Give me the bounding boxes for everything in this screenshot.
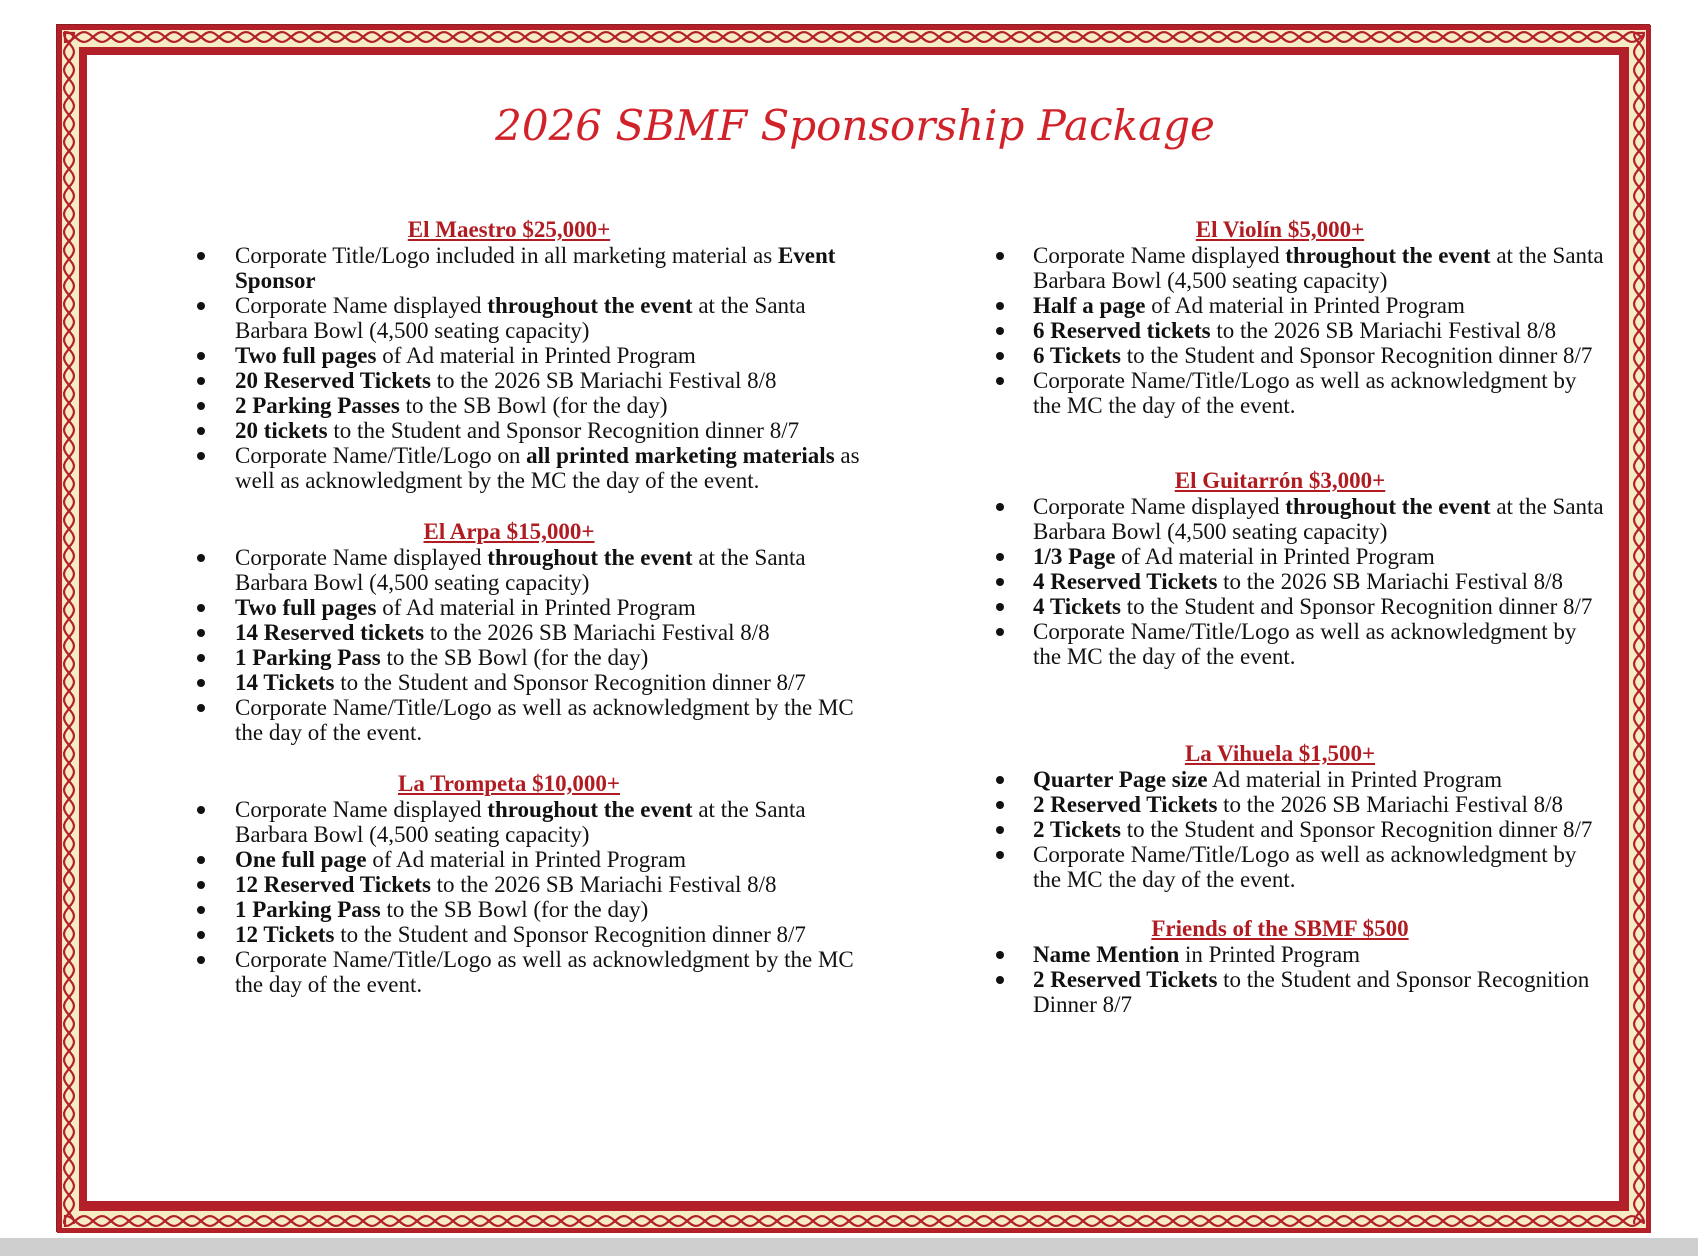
page-title: 2026 SBMF Sponsorship Package (495, 101, 1215, 150)
benefit-item (149, 293, 869, 343)
viewer-margin (1660, 0, 1698, 1256)
benefit-text: to the Student and Sponsor Recognition dinner 8/7 (334, 670, 806, 695)
tier-el-guitarron (955, 468, 1605, 669)
tier-heading: La Vihuela $1,500+ (1184, 741, 1376, 766)
benefit-text: Corporate Name/Title/Logo as well as acknowledgment by the MC the day of the event. (1033, 842, 1577, 892)
benefit-emphasis: 2 Parking Passes (235, 393, 400, 418)
benefit-text: of Ad material in Printed Program (1115, 544, 1435, 569)
benefit-emphasis: 2 Tickets (1033, 817, 1121, 842)
tier-heading: Friends of the SBMF $500 (1151, 916, 1409, 941)
benefit-emphasis: Two full pages (235, 343, 377, 368)
benefit-text: Corporate Name/Title/Logo on (235, 443, 527, 468)
tier-el-arpa (149, 519, 869, 745)
benefit-emphasis: all printed marketing materials (526, 443, 835, 468)
benefit-text: to the SB Bowl (for the day) (380, 645, 649, 670)
benefit-item (955, 368, 1605, 418)
benefit-text: to the SB Bowl (for the day) (380, 897, 649, 922)
tier-heading: El Arpa $15,000+ (423, 519, 595, 544)
benefit-emphasis: Name Mention (1033, 942, 1180, 967)
benefit-item (955, 967, 1605, 1017)
benefit-item (149, 797, 869, 847)
benefit-list (149, 243, 869, 493)
benefit-emphasis: throughout the event (1285, 494, 1491, 519)
benefit-emphasis: Event Sponsor (235, 243, 836, 293)
benefit-emphasis: 12 Reserved Tickets (235, 872, 431, 897)
benefit-list (955, 767, 1605, 892)
tier-la-vihuela (955, 741, 1605, 892)
benefit-item (149, 393, 869, 418)
benefit-item (149, 368, 869, 393)
benefit-text: to the Student and Sponsor Recognition Dinner 8/7 (1033, 967, 1590, 1017)
benefit-item (955, 343, 1605, 368)
benefit-item (149, 645, 869, 670)
tier-el-violin (955, 217, 1605, 418)
benefit-item (955, 318, 1605, 343)
benefit-emphasis: throughout the event (487, 545, 693, 570)
benefit-text: Corporate Name displayed (235, 545, 488, 570)
benefit-text: to the SB Bowl (for the day) (399, 393, 668, 418)
benefit-emphasis: Quarter Page size (1033, 767, 1208, 792)
benefit-text: at the Santa Barbara Bowl (4,500 seating capacity) (1033, 494, 1604, 544)
benefit-text: of Ad material in Printed Program (366, 847, 687, 872)
benefit-emphasis: 2 Reserved Tickets (1033, 967, 1218, 992)
benefit-text: to the 2026 SB Mariachi Festival 8/8 (1217, 569, 1564, 594)
benefit-emphasis: throughout the event (487, 797, 693, 822)
benefit-text: Corporate Name displayed (1033, 243, 1286, 268)
benefit-item (149, 343, 869, 368)
benefit-text: Corporate Name/Title/Logo as well as acknowledgment by the MC the day of the event. (235, 947, 854, 997)
benefit-emphasis: One full page (235, 847, 367, 872)
benefit-item (955, 619, 1605, 669)
benefit-text: of Ad material in Printed Program (1145, 293, 1465, 318)
benefit-text: Corporate Name displayed (235, 797, 488, 822)
benefit-text: at the Santa Barbara Bowl (4,500 seating capacity) (1033, 243, 1604, 293)
benefit-text: Corporate Name displayed (235, 293, 488, 318)
benefit-item (149, 922, 869, 947)
benefit-text: of Ad material in Printed Program (376, 343, 696, 368)
benefit-item (955, 544, 1605, 569)
benefit-item (149, 897, 869, 922)
benefit-emphasis: 14 Tickets (235, 670, 335, 695)
benefit-text: Corporate Name/Title/Logo as well as acknowledgment by the MC the day of the event. (1033, 368, 1577, 418)
benefit-item (955, 792, 1605, 817)
benefit-emphasis: throughout the event (1285, 243, 1491, 268)
benefit-item (149, 947, 869, 997)
benefit-item (149, 418, 869, 443)
right-column (955, 217, 1605, 1017)
benefit-text: to the 2026 SB Mariachi Festival 8/8 (1217, 792, 1564, 817)
benefit-text: Corporate Name/Title/Logo as well as acknowledgment by the MC the day of the event. (235, 695, 854, 745)
document-page (85, 53, 1621, 1203)
benefit-text: to the Student and Sponsor Recognition dinner 8/7 (1120, 343, 1593, 368)
benefit-text: Corporate Name displayed (1033, 494, 1286, 519)
decorative-border-frame (56, 24, 1650, 1232)
benefit-list (955, 494, 1605, 669)
benefit-emphasis: 4 Tickets (1033, 594, 1121, 619)
benefit-item (149, 695, 869, 745)
benefit-text: to the 2026 SB Mariachi Festival 8/8 (430, 368, 777, 393)
benefit-text: as well as acknowledgment by the MC the day of the event. (235, 443, 860, 493)
benefit-text: to the Student and Sponsor Recognition dinner 8/7 (1120, 594, 1593, 619)
benefit-item (955, 494, 1605, 544)
benefit-item (955, 942, 1605, 967)
tier-heading: El Guitarrón $3,000+ (1174, 468, 1386, 493)
benefit-text: Corporate Name/Title/Logo as well as acknowledgment by the MC the day of the event. (1033, 619, 1577, 669)
benefit-emphasis: 1 Parking Pass (235, 645, 381, 670)
benefit-list (955, 243, 1605, 418)
benefit-emphasis: 6 Tickets (1033, 343, 1121, 368)
benefit-emphasis: Two full pages (235, 595, 377, 620)
benefit-emphasis: 20 Reserved Tickets (235, 368, 431, 393)
tier-el-maestro (149, 217, 869, 493)
benefit-text: to the Student and Sponsor Recognition dinner 8/7 (327, 418, 800, 443)
benefit-emphasis: 4 Reserved Tickets (1033, 569, 1218, 594)
benefit-list (149, 545, 869, 745)
benefit-emphasis: 20 tickets (235, 418, 328, 443)
benefit-emphasis: 12 Tickets (235, 922, 335, 947)
benefit-text: to the 2026 SB Mariachi Festival 8/8 (424, 620, 770, 645)
benefit-item (955, 569, 1605, 594)
tier-friends-of-sbmf (955, 916, 1605, 1017)
benefit-item (955, 594, 1605, 619)
benefit-emphasis: 2 Reserved Tickets (1033, 792, 1218, 817)
benefit-item (955, 842, 1605, 892)
benefit-text: to the 2026 SB Mariachi Festival 8/8 (1210, 318, 1557, 343)
benefit-item (955, 243, 1605, 293)
benefit-text: to the Student and Sponsor Recognition dinner 8/7 (334, 922, 806, 947)
tier-la-trompeta (149, 771, 869, 997)
benefit-item (955, 817, 1605, 842)
benefit-item (149, 243, 869, 293)
benefit-list (955, 942, 1605, 1017)
viewer-bottom-bar (0, 1238, 1698, 1256)
benefit-text: Corporate Title/Logo included in all marketing material as (235, 243, 778, 268)
benefit-item (955, 767, 1605, 792)
tier-heading: La Trompeta $10,000+ (397, 771, 621, 796)
benefit-item (149, 872, 869, 897)
benefit-text: at the Santa Barbara Bowl (4,500 seating capacity) (235, 797, 806, 847)
benefit-emphasis: 1 Parking Pass (235, 897, 381, 922)
benefit-item (149, 670, 869, 695)
benefit-emphasis: throughout the event (487, 293, 693, 318)
left-column (149, 217, 869, 997)
benefit-item (149, 545, 869, 595)
benefit-text: to the Student and Sponsor Recognition dinner 8/7 (1120, 817, 1593, 842)
benefit-text: at the Santa Barbara Bowl (4,500 seating capacity) (235, 545, 806, 595)
benefit-emphasis: 1/3 Page (1033, 544, 1116, 569)
tier-heading: El Maestro $25,000+ (407, 217, 611, 242)
tier-heading: El Violín $5,000+ (1195, 217, 1365, 242)
benefit-text: at the Santa Barbara Bowl (4,500 seating capacity) (235, 293, 806, 343)
benefit-item (149, 620, 869, 645)
benefit-item (955, 293, 1605, 318)
benefit-item (149, 847, 869, 872)
benefit-emphasis: 14 Reserved tickets (235, 620, 425, 645)
benefit-item (149, 595, 869, 620)
benefit-text: Ad material in Printed Program (1207, 767, 1503, 792)
benefit-text: to the 2026 SB Mariachi Festival 8/8 (430, 872, 777, 897)
benefit-list (149, 797, 869, 997)
benefit-text: in Printed Program (1179, 942, 1361, 967)
benefit-emphasis: 6 Reserved tickets (1033, 318, 1211, 343)
benefit-item (149, 443, 869, 493)
benefit-text: of Ad material in Printed Program (376, 595, 696, 620)
benefit-emphasis: Half a page (1033, 293, 1146, 318)
